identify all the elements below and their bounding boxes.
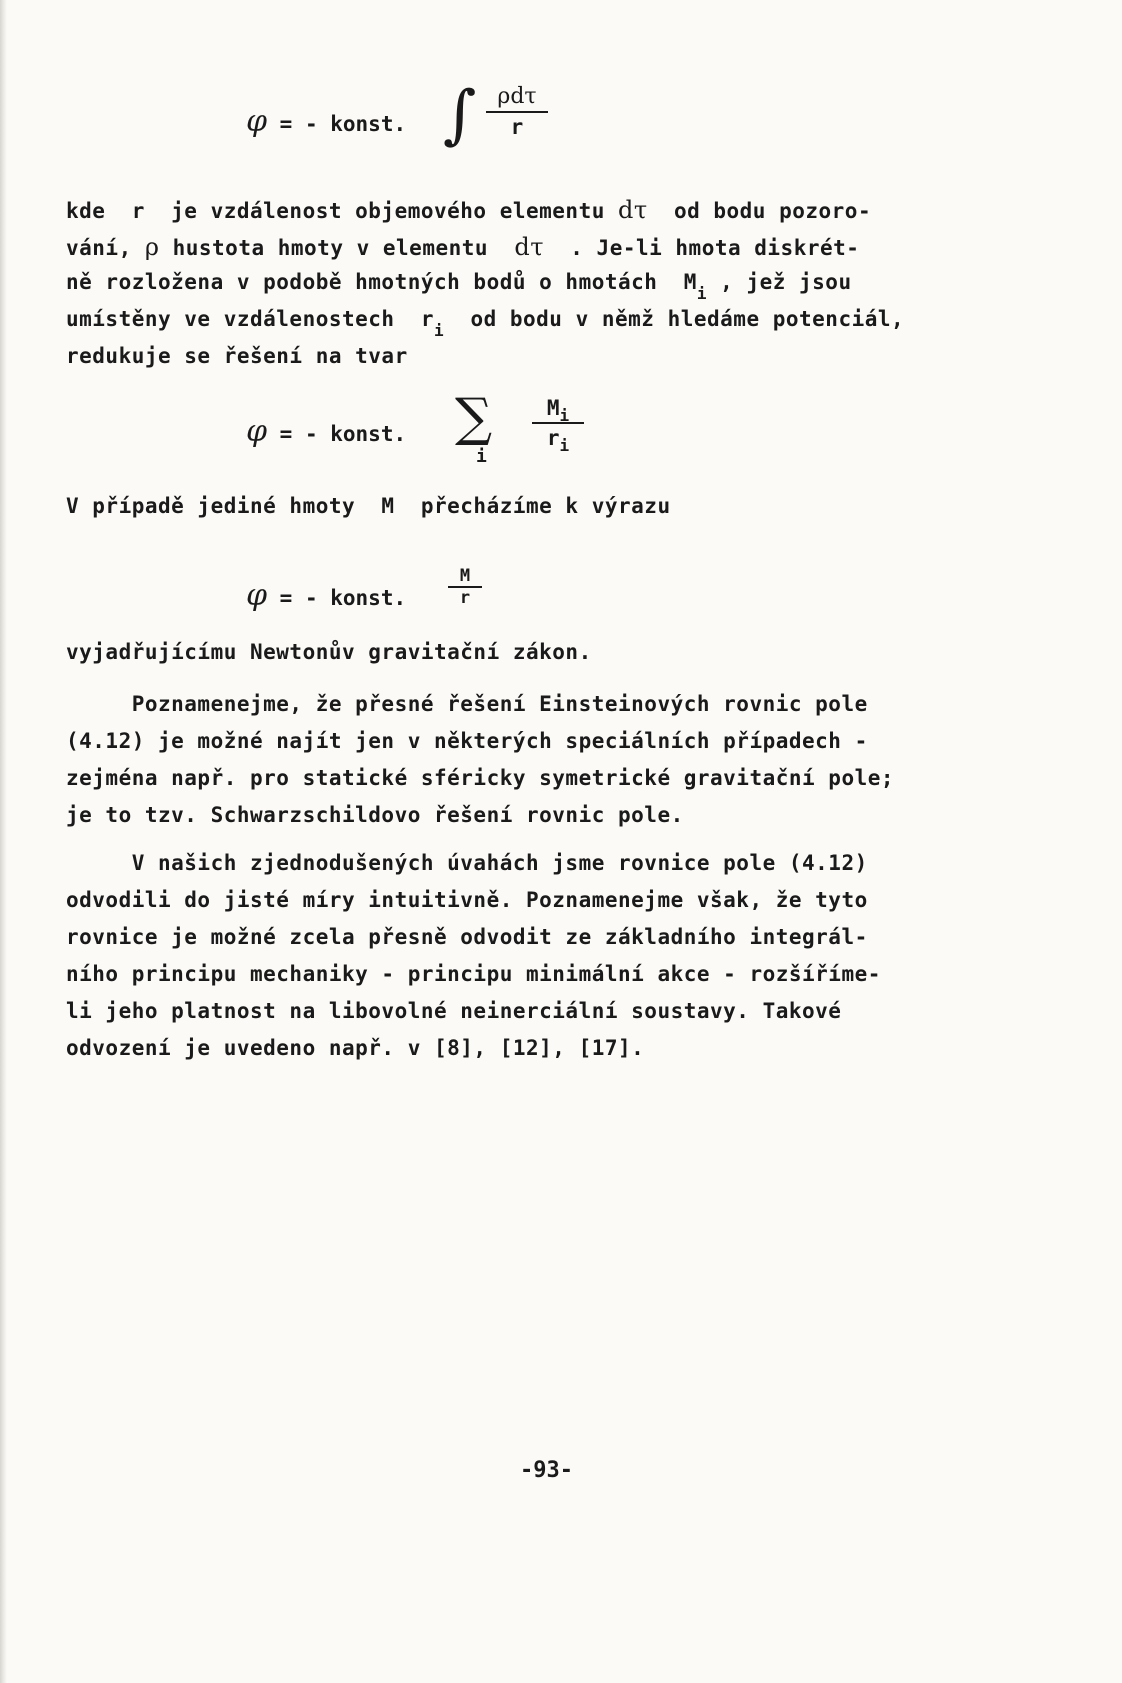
- text-line: redukuje se řešení na tvar: [66, 344, 408, 368]
- page-number: -93-: [520, 1458, 573, 1483]
- text-line: je to tzv. Schwarzschildovo řešení rovnic pole.: [66, 803, 684, 827]
- denominator-letter: r: [546, 426, 560, 450]
- text-line: odvození je uvedeno např. v [8], [12], [17].: [66, 1036, 645, 1060]
- text-line: (4.12) je možné najít jen v některých speciálních případech -: [66, 729, 868, 753]
- fraction-denominator: r: [459, 588, 471, 608]
- text-line: Poznamenejme, že přesné řešení Einsteinových rovnic pole: [66, 692, 868, 716]
- subscript: i: [559, 436, 570, 455]
- text-line: odvodili do jisté míry intuitivně. Poznamenejme však, že tyto: [66, 888, 868, 912]
- fraction-denominator: [532, 426, 584, 455]
- text-line: [66, 307, 905, 340]
- text-span: hustota hmoty v elementu: [159, 236, 515, 260]
- fraction-numerator: [532, 396, 584, 425]
- text-span: , jež jsou: [707, 270, 852, 294]
- fraction-bar: [532, 422, 584, 424]
- text-line: [66, 196, 871, 224]
- fraction-bar: [486, 111, 548, 113]
- text-line: [66, 270, 852, 303]
- equation-constant: = - konst.: [279, 112, 407, 136]
- integral-sign: ∫: [443, 78, 477, 152]
- equation-potential-single: [246, 578, 406, 613]
- fraction-numerator: M: [459, 566, 471, 586]
- subscript: i: [434, 321, 445, 340]
- fraction-rho-dtau-over-r: [486, 84, 548, 139]
- text-line: zejména např. pro statické sféricky symetrické gravitační pole;: [66, 766, 895, 790]
- text-line: V našich zjednodušených úvahách jsme rovnice pole (4.12): [66, 851, 868, 875]
- equation-constant: = - konst.: [279, 586, 407, 610]
- text-span: umístěny ve vzdálenostech r: [66, 307, 435, 331]
- greek-rho: ρ: [144, 233, 160, 261]
- page-edge-shadow: [0, 0, 7, 1683]
- text-line: ního principu mechaniky - principu minimální akce - rozšíříme-: [66, 962, 881, 986]
- equation-potential-integral: [246, 104, 406, 139]
- fraction-mi-over-ri: [532, 396, 584, 455]
- text-span: od bodu pozoro-: [647, 199, 872, 223]
- text-line: V případě jediné hmoty M přecházíme k výrazu: [66, 494, 671, 518]
- equation-constant: = - konst.: [279, 422, 407, 446]
- text-line: vyjadřujícímu Newtonův gravitační zákon.: [66, 640, 592, 664]
- phi-symbol: φ: [246, 414, 268, 449]
- text-span: . Je-li hmota diskrét-: [543, 236, 860, 260]
- fraction-numerator: ρdτ: [497, 84, 537, 109]
- text-span: kde r je vzdálenost objemového elementu: [66, 199, 619, 223]
- greek-dtau: dτ: [514, 233, 544, 261]
- text-span: vání,: [66, 236, 145, 260]
- text-line: rovnice je možné zcela přesně odvodit ze základního integrál-: [66, 925, 868, 949]
- text-span: ně rozložena v podobě hmotných bodů o hmotách M: [66, 270, 697, 294]
- text-span: od bodu v němž hledáme potenciál,: [444, 307, 905, 331]
- subscript: i: [696, 284, 708, 303]
- subscript: i: [559, 406, 570, 425]
- numerator-letter: M: [546, 396, 560, 420]
- sum-index: i: [476, 446, 487, 467]
- sigma-sign: ∑: [455, 388, 493, 448]
- phi-symbol: φ: [246, 104, 268, 139]
- equation-potential-sum: [246, 414, 406, 449]
- greek-dtau: dτ: [618, 196, 648, 224]
- fraction-m-over-r: [448, 566, 482, 608]
- text-line: li jeho platnost na libovolné neinerciální soustavy. Takové: [66, 999, 842, 1023]
- text-line: [66, 233, 859, 261]
- phi-symbol: φ: [246, 578, 268, 613]
- fraction-denominator: r: [510, 115, 524, 139]
